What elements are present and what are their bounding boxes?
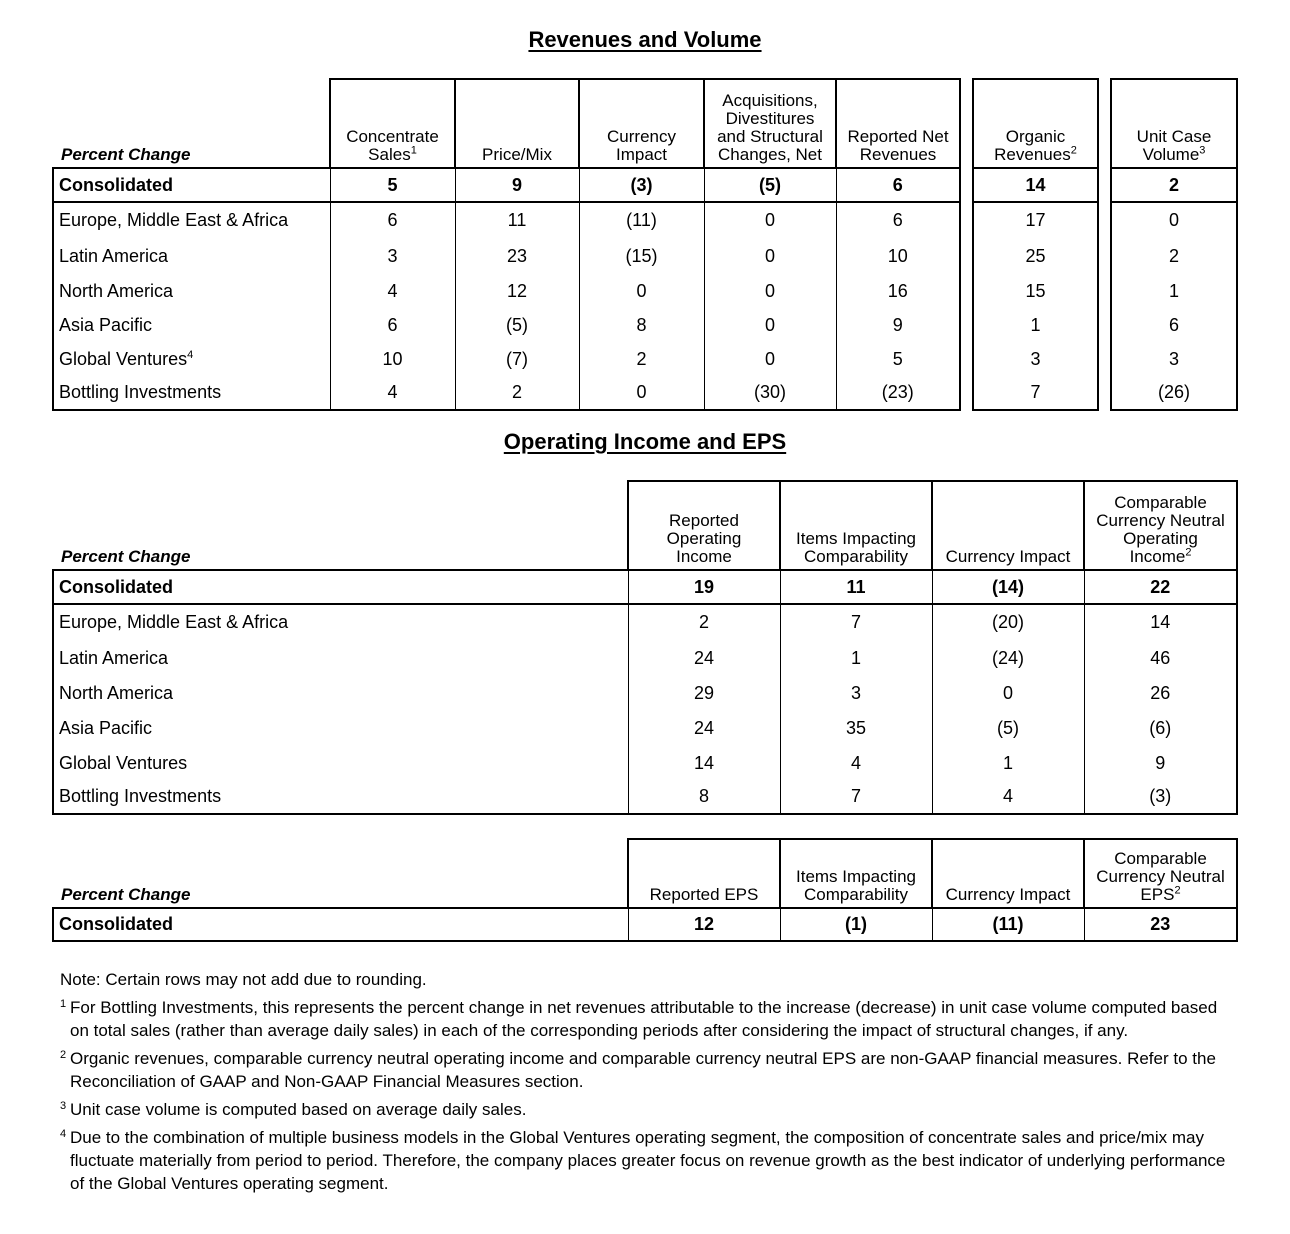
row-label: Asia Pacific: [53, 710, 628, 746]
table-cell: 2: [628, 604, 780, 640]
table-cell: 7: [780, 604, 932, 640]
table-cell: (3): [1084, 780, 1237, 814]
table-row: [53, 676, 1237, 710]
col-header-currency-impact: Currency Impact: [579, 79, 704, 168]
row-label: [53, 238, 330, 274]
table-cell: 1: [932, 746, 1084, 780]
table-cell: 2: [1111, 168, 1237, 202]
footnote-1: 1 For Bottling Investments, this represents the percent change in net revenues attributable to the increase (decrease) in unit case volume computed based on total sales (rather than average daily sales) in each of the corresponding periods after considering the impact of structural changes, if any.: [60, 998, 1218, 1040]
operating-label-header: Percent Change: [61, 547, 191, 566]
row-label-text: Latin America: [59, 245, 169, 266]
table-cell: (30): [704, 376, 836, 410]
col-header-items-impacting-eps: Items Impacting Comparability: [780, 839, 932, 908]
col-header-concentrate-sales: Concentrate Sales$^1$: [330, 79, 455, 168]
table-cell: 11: [780, 570, 932, 604]
eps-table: [52, 838, 1238, 942]
row-label: Bottling Investments: [53, 780, 628, 814]
row-label-text: Europe, Middle East & Africa: [59, 210, 289, 230]
table-cell: 12: [455, 274, 579, 308]
row-label: Consolidated: [53, 908, 628, 941]
table-cell: 0: [579, 376, 704, 410]
table-cell: 3: [780, 676, 932, 710]
table-cell: (7): [455, 342, 579, 376]
table-cell: 6: [330, 308, 455, 342]
table-cell: 1: [780, 640, 932, 676]
table-cell: 4: [330, 274, 455, 308]
table-row: [53, 376, 1237, 410]
table-cell: 6: [1111, 308, 1237, 342]
table-cell: (5): [704, 168, 836, 202]
table-cell: 16: [836, 274, 960, 308]
table-row: [53, 780, 1237, 814]
table-cell: 0: [932, 676, 1084, 710]
table-cell: 2: [455, 376, 579, 410]
revenues-table: [52, 78, 1238, 411]
table-cell: (15): [579, 238, 704, 274]
eps-label-header: Percent Change: [61, 885, 191, 904]
table-cell: 0: [704, 274, 836, 308]
table-cell: 26: [1084, 676, 1237, 710]
table-cell: 17: [973, 202, 1098, 238]
row-label: [53, 308, 330, 342]
table-row: [53, 604, 1237, 640]
col-header-items-impacting: Items Impacting Comparability: [780, 481, 932, 570]
table-cell: 0: [704, 238, 836, 274]
table-cell: 6: [330, 202, 455, 238]
table-cell: 24: [628, 710, 780, 746]
table-row: [53, 308, 1237, 342]
table-cell: 10: [836, 238, 960, 274]
table-cell: 6: [836, 168, 960, 202]
table-cell: (20): [932, 604, 1084, 640]
table-cell: 14: [973, 168, 1098, 202]
table-cell: 22: [1084, 570, 1237, 604]
table-cell: (23): [836, 376, 960, 410]
col-header-comparable-op-income: Comparable Currency Neutral Operating Income$^2$: [1084, 481, 1237, 570]
table-cell: 9: [1084, 746, 1237, 780]
row-label: [53, 274, 330, 308]
table-cell: 19: [628, 570, 780, 604]
table-cell: 14: [628, 746, 780, 780]
table-cell: 6: [836, 202, 960, 238]
table-cell: 4: [932, 780, 1084, 814]
table-cell: (6): [1084, 710, 1237, 746]
table-cell: (5): [932, 710, 1084, 746]
col-header-reported-operating-income: Reported Operating Income: [628, 481, 780, 570]
col-header-organic-revenues: Organic Revenues$^2$: [973, 79, 1098, 168]
table-cell: 0: [704, 308, 836, 342]
note-intro: Note: Certain rows may not add due to rounding.: [60, 970, 427, 989]
table-cell: 2: [579, 342, 704, 376]
row-label: Global Ventures: [53, 746, 628, 780]
table-cell: 46: [1084, 640, 1237, 676]
table-cell: 12: [628, 908, 780, 941]
table-row: [53, 908, 1237, 941]
table-row: [53, 710, 1237, 746]
table-cell: 4: [330, 376, 455, 410]
col-header-reported-eps: Reported EPS: [628, 839, 780, 908]
col-header-comparable-eps: Comparable Currency Neutral EPS$^2$: [1084, 839, 1237, 908]
table-cell: (24): [932, 640, 1084, 676]
table-cell: 9: [836, 308, 960, 342]
table-cell: 23: [455, 238, 579, 274]
row-label: North America: [53, 676, 628, 710]
footnote-4: 4 Due to the combination of multiple business models in the Global Ventures operating segment, the composition of concentrate sales and price/mix may fluctuate materially from period to period. Therefore, the company places greater focus on revenue growth as the best indicator of underlying performance of the Global Ventures operating segment.: [60, 1128, 1226, 1193]
row-label-sup: 4: [187, 348, 194, 361]
table-cell: (26): [1111, 376, 1237, 410]
row-label-text: Global Ventures: [59, 348, 188, 369]
table-cell: (5): [455, 308, 579, 342]
table-cell: 15: [973, 274, 1098, 308]
table-cell: 23: [1084, 908, 1237, 941]
col-header-unit-case-volume: Unit Case Volume$^3$: [1111, 79, 1237, 168]
table-cell: 14: [1084, 604, 1237, 640]
table-cell: (3): [579, 168, 704, 202]
table-cell: 35: [780, 710, 932, 746]
table-cell: 1: [973, 308, 1098, 342]
table-row: [53, 238, 1237, 274]
table-cell: 9: [455, 168, 579, 202]
notes: [60, 968, 1240, 1195]
row-label-text: Bottling Investments: [59, 382, 222, 402]
table-row: [53, 746, 1237, 780]
table-cell: 3: [330, 238, 455, 274]
col-header-currency-impact-eps: Currency Impact: [932, 839, 1084, 908]
revenues-label-header: Percent Change: [61, 145, 191, 164]
operating-title: Operating Income and EPS: [503, 429, 787, 454]
row-label: [53, 168, 330, 202]
revenues-title: Revenues and Volume: [528, 27, 762, 52]
row-label: [53, 342, 330, 376]
table-cell: 10: [330, 342, 455, 376]
table-row: [53, 202, 1237, 238]
footnote-2: 2 Organic revenues, comparable currency neutral operating income and comparable currency neutral EPS are non-GAAP financial measures. Refer to the Reconciliation of GAAP and Non-GAAP Financial Measures section.: [60, 1049, 1216, 1091]
table-cell: 0: [704, 342, 836, 376]
table-cell: 0: [704, 202, 836, 238]
row-label-text: Asia Pacific: [59, 314, 153, 335]
row-label: Europe, Middle East & Africa: [53, 604, 628, 640]
table-cell: (14): [932, 570, 1084, 604]
table-cell: (1): [780, 908, 932, 941]
footnote-3: 3 Unit case volume is computed based on average daily sales.: [60, 1100, 527, 1119]
table-cell: 4: [780, 746, 932, 780]
table-cell: (11): [579, 202, 704, 238]
table-cell: 29: [628, 676, 780, 710]
table-row: [53, 570, 1237, 604]
table-row: [53, 342, 1237, 376]
table-cell: 11: [455, 202, 579, 238]
row-label-text: North America: [59, 280, 174, 301]
table-cell: (11): [932, 908, 1084, 941]
table-cell: 0: [1111, 202, 1237, 238]
col-header-price-mix: Price/Mix: [455, 79, 579, 168]
table-row: [53, 168, 1237, 202]
table-cell: 3: [973, 342, 1098, 376]
row-label: [53, 202, 330, 238]
row-label: Latin America: [53, 640, 628, 676]
table-cell: 2: [1111, 238, 1237, 274]
table-cell: 24: [628, 640, 780, 676]
table-cell: 8: [628, 780, 780, 814]
table-cell: 7: [780, 780, 932, 814]
table-cell: 1: [1111, 274, 1237, 308]
table-cell: 8: [579, 308, 704, 342]
col-header-currency-impact-op: Currency Impact: [932, 481, 1084, 570]
col-header-acquisitions: Acquisitions, Divestitures and Structural Changes, Net: [704, 79, 836, 168]
table-cell: 0: [579, 274, 704, 308]
row-label: [53, 376, 330, 410]
row-label: Consolidated: [53, 570, 628, 604]
table-cell: 5: [330, 168, 455, 202]
operating-table: [52, 480, 1238, 815]
col-header-reported-net-revenues: Reported Net Revenues: [836, 79, 960, 168]
table-cell: 3: [1111, 342, 1237, 376]
table-row: [53, 274, 1237, 308]
row-label-text: Consolidated: [59, 174, 174, 195]
table-cell: 5: [836, 342, 960, 376]
table-cell: 25: [973, 238, 1098, 274]
table-row: [53, 640, 1237, 676]
table-cell: 7: [973, 376, 1098, 410]
